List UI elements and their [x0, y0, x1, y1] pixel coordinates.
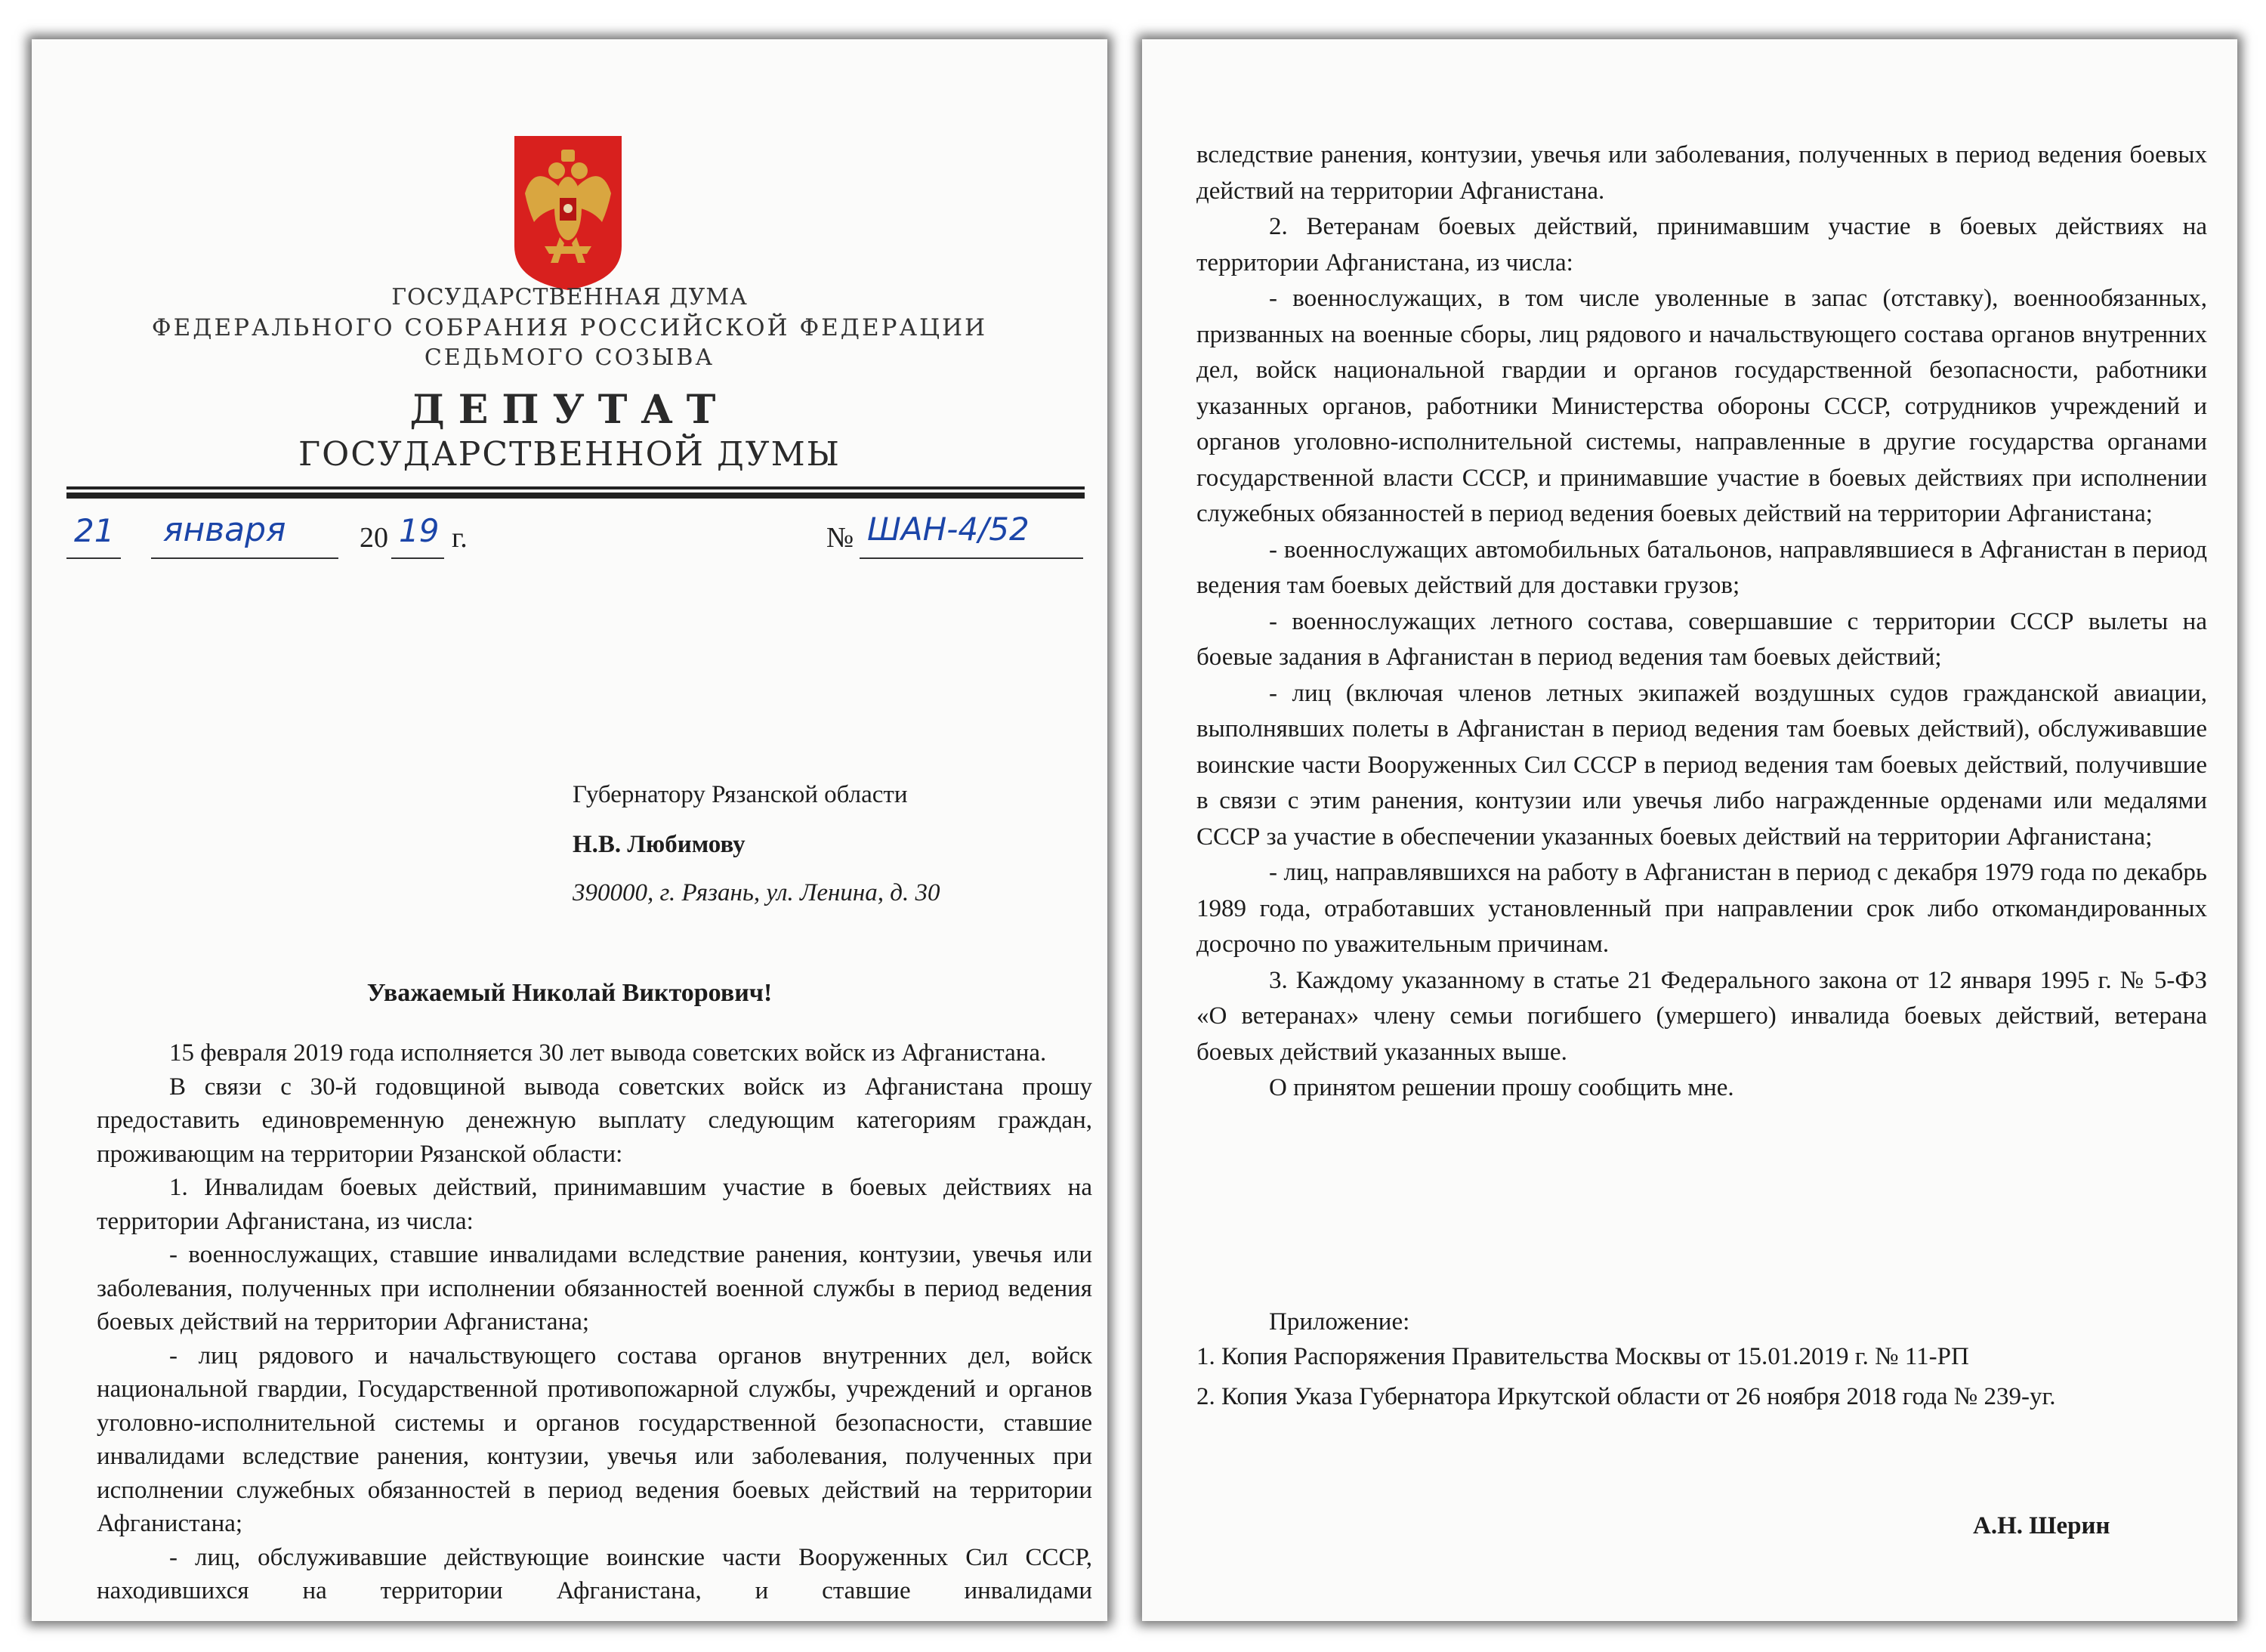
recipient-position: Губернатору Рязанской области [573, 781, 908, 808]
date-row [66, 508, 1085, 576]
date-day: 21 [74, 512, 115, 549]
paragraph: - лиц, направлявшихся на работу в Афганистан в период с декабря 1979 года по декабрь 1989 года, отработавших установленный при направлении срок либо откомандированных досрочно по уважительным причинам. [1196, 859, 2207, 958]
letter-page-1 [32, 39, 1107, 1621]
paragraph: - лиц рядового и начальствующего состава органов внутренних дел, войск национальной гвардии, Государственной противопожарной службы, учреждений и органов уголовно-исполнительной системы и органов государственной безопасности, ставшие инвалидами вследствие ранения, контузии, увечья или заболевания, полученных при исполнении служебных обязанностей в период ведения боевых действий на территории Афганистана; [97, 1342, 1092, 1537]
attachment-item: 2. Копия Указа Губернатора Иркутской области от 26 ноября 2018 года № 239-уг. [1196, 1383, 2056, 1410]
letter-page-2 [1142, 39, 2237, 1621]
paragraph: 15 февраля 2019 года исполняется 30 лет вывода советских войск из Афганистана. [169, 1039, 1047, 1067]
convocation: СЕДЬМОГО СОЗЫВА [424, 344, 715, 371]
paragraph: - военнослужащих автомобильных батальонов, направлявшиеся в Афганистан в период ведения там боевых действий для доставки грузов; [1196, 536, 2207, 599]
year-prefix: 20 [360, 522, 388, 554]
attachment-title: Приложение: [1269, 1308, 1410, 1335]
date-month: января [163, 511, 286, 549]
paragraph: - военнослужащих летного состава, совершавшие с территории СССР вылеты на боевые задания в Афганистан в период ведения там боевых действий; [1196, 607, 2207, 671]
letterhead-title: ДЕПУТАТ [409, 387, 730, 433]
document-number: ШАН-4/52 [867, 511, 1030, 548]
paragraph: 3. Каждому указанному в статье 21 Федерального закона от 12 января 1995 г. № 5-ФЗ «О ветеранах» члену семьи погибшего (умершего) инвалида боевых действий, ветерана боевых действий указанных выше. [1196, 966, 2207, 1066]
paragraph: - лиц, обслуживавшие действующие воинские части Вооруженных Сил СССР, находившихся на территории Афганистана, и ставшие инвалидами [97, 1543, 1092, 1604]
coat-of-arms-icon [511, 133, 625, 293]
attachment-item: 1. Копия Распоряжения Правительства Москвы от 15.01.2019 г. № 11-РП [1196, 1343, 1969, 1370]
institution-name: ГОСУДАРСТВЕННАЯ ДУМА [391, 284, 748, 310]
recipient-address: 390000, г. Рязань, ул. Ленина, д. 30 [573, 879, 940, 906]
paragraph: 1. Инвалидам боевых действий, принимавшим участие в боевых действиях на территории Афганистана, из числа: [97, 1174, 1092, 1235]
salutation: Уважаемый Николай Викторович! [366, 979, 773, 1007]
paragraph: В связи с 30-й годовщиной вывода советских войск из Афганистана прошу предоставить единовременную денежную выплату следующим категориям граждан, проживающим на территории Рязанской области: [97, 1073, 1092, 1168]
paragraph: 2. Ветеранам боевых действий, принимавшим участие в боевых действиях на территории Афганистана, из числа: [1196, 213, 2207, 276]
signature-name: А.Н. Шерин [1973, 1512, 2110, 1539]
header-rule-thick [66, 493, 1085, 499]
letter-body-right [1196, 137, 2207, 1107]
paragraph: вследствие ранения, контузии, увечья или заболевания, полученных в период ведения боевых действий на территории Афганистана. [1196, 141, 2207, 205]
institution-subtitle: ФЕДЕРАЛЬНОГО СОБРАНИЯ РОССИЙСКОЙ ФЕДЕРАЦИИ [151, 314, 988, 341]
number-label: № [826, 522, 854, 554]
letterhead-subtitle: ГОСУДАРСТВЕННОЙ ДУМЫ [298, 435, 841, 474]
paragraph: - военнослужащих, ставшие инвалидами вследствие ранения, контузии, увечья или заболевания, полученных при исполнении обязанностей военной службы в период ведения боевых действий на территории Афганистана; [97, 1241, 1092, 1335]
paragraph: О принятом решении прошу сообщить мне. [1269, 1074, 1734, 1101]
header-rule [66, 486, 1085, 489]
letter-body-left [97, 1036, 1092, 1608]
paragraph: - военнослужащих, в том числе уволенные в запас (отставку), военнообязанных, призванных на военные сборы, лиц рядового и начальствующего состава органов внутренних дел, войск национальной гвардии и органов государственной безопасности, работники указанных органов, работники Министерства обороны СССР, сотрудников учреждений и органов уголовно-исполнительной системы, направленные в другие государства органами государственной власти СССР, и принимавшие участие в боевых действиях при исполнении служебных обязанностей в период ведения боевых действий на территории Афганистана; [1196, 285, 2207, 527]
paragraph: - лиц (включая членов летных экипажей воздушных судов гражданской авиации, выполнявших полеты в Афганистан в период ведения там боевых действий), обслуживавшие воинские части Вооруженных Сил СССР в период ведения там боевых действий, получившие в связи с этим ранения, контузии или увечья либо награжденные орденами или медалями СССР за участие в обеспечении указанных боевых действий на территории Афганистана; [1196, 679, 2207, 851]
year-unit: г. [452, 522, 468, 554]
recipient-name: Н.В. Любимову [573, 831, 746, 858]
year-suffix: 19 [399, 512, 440, 549]
